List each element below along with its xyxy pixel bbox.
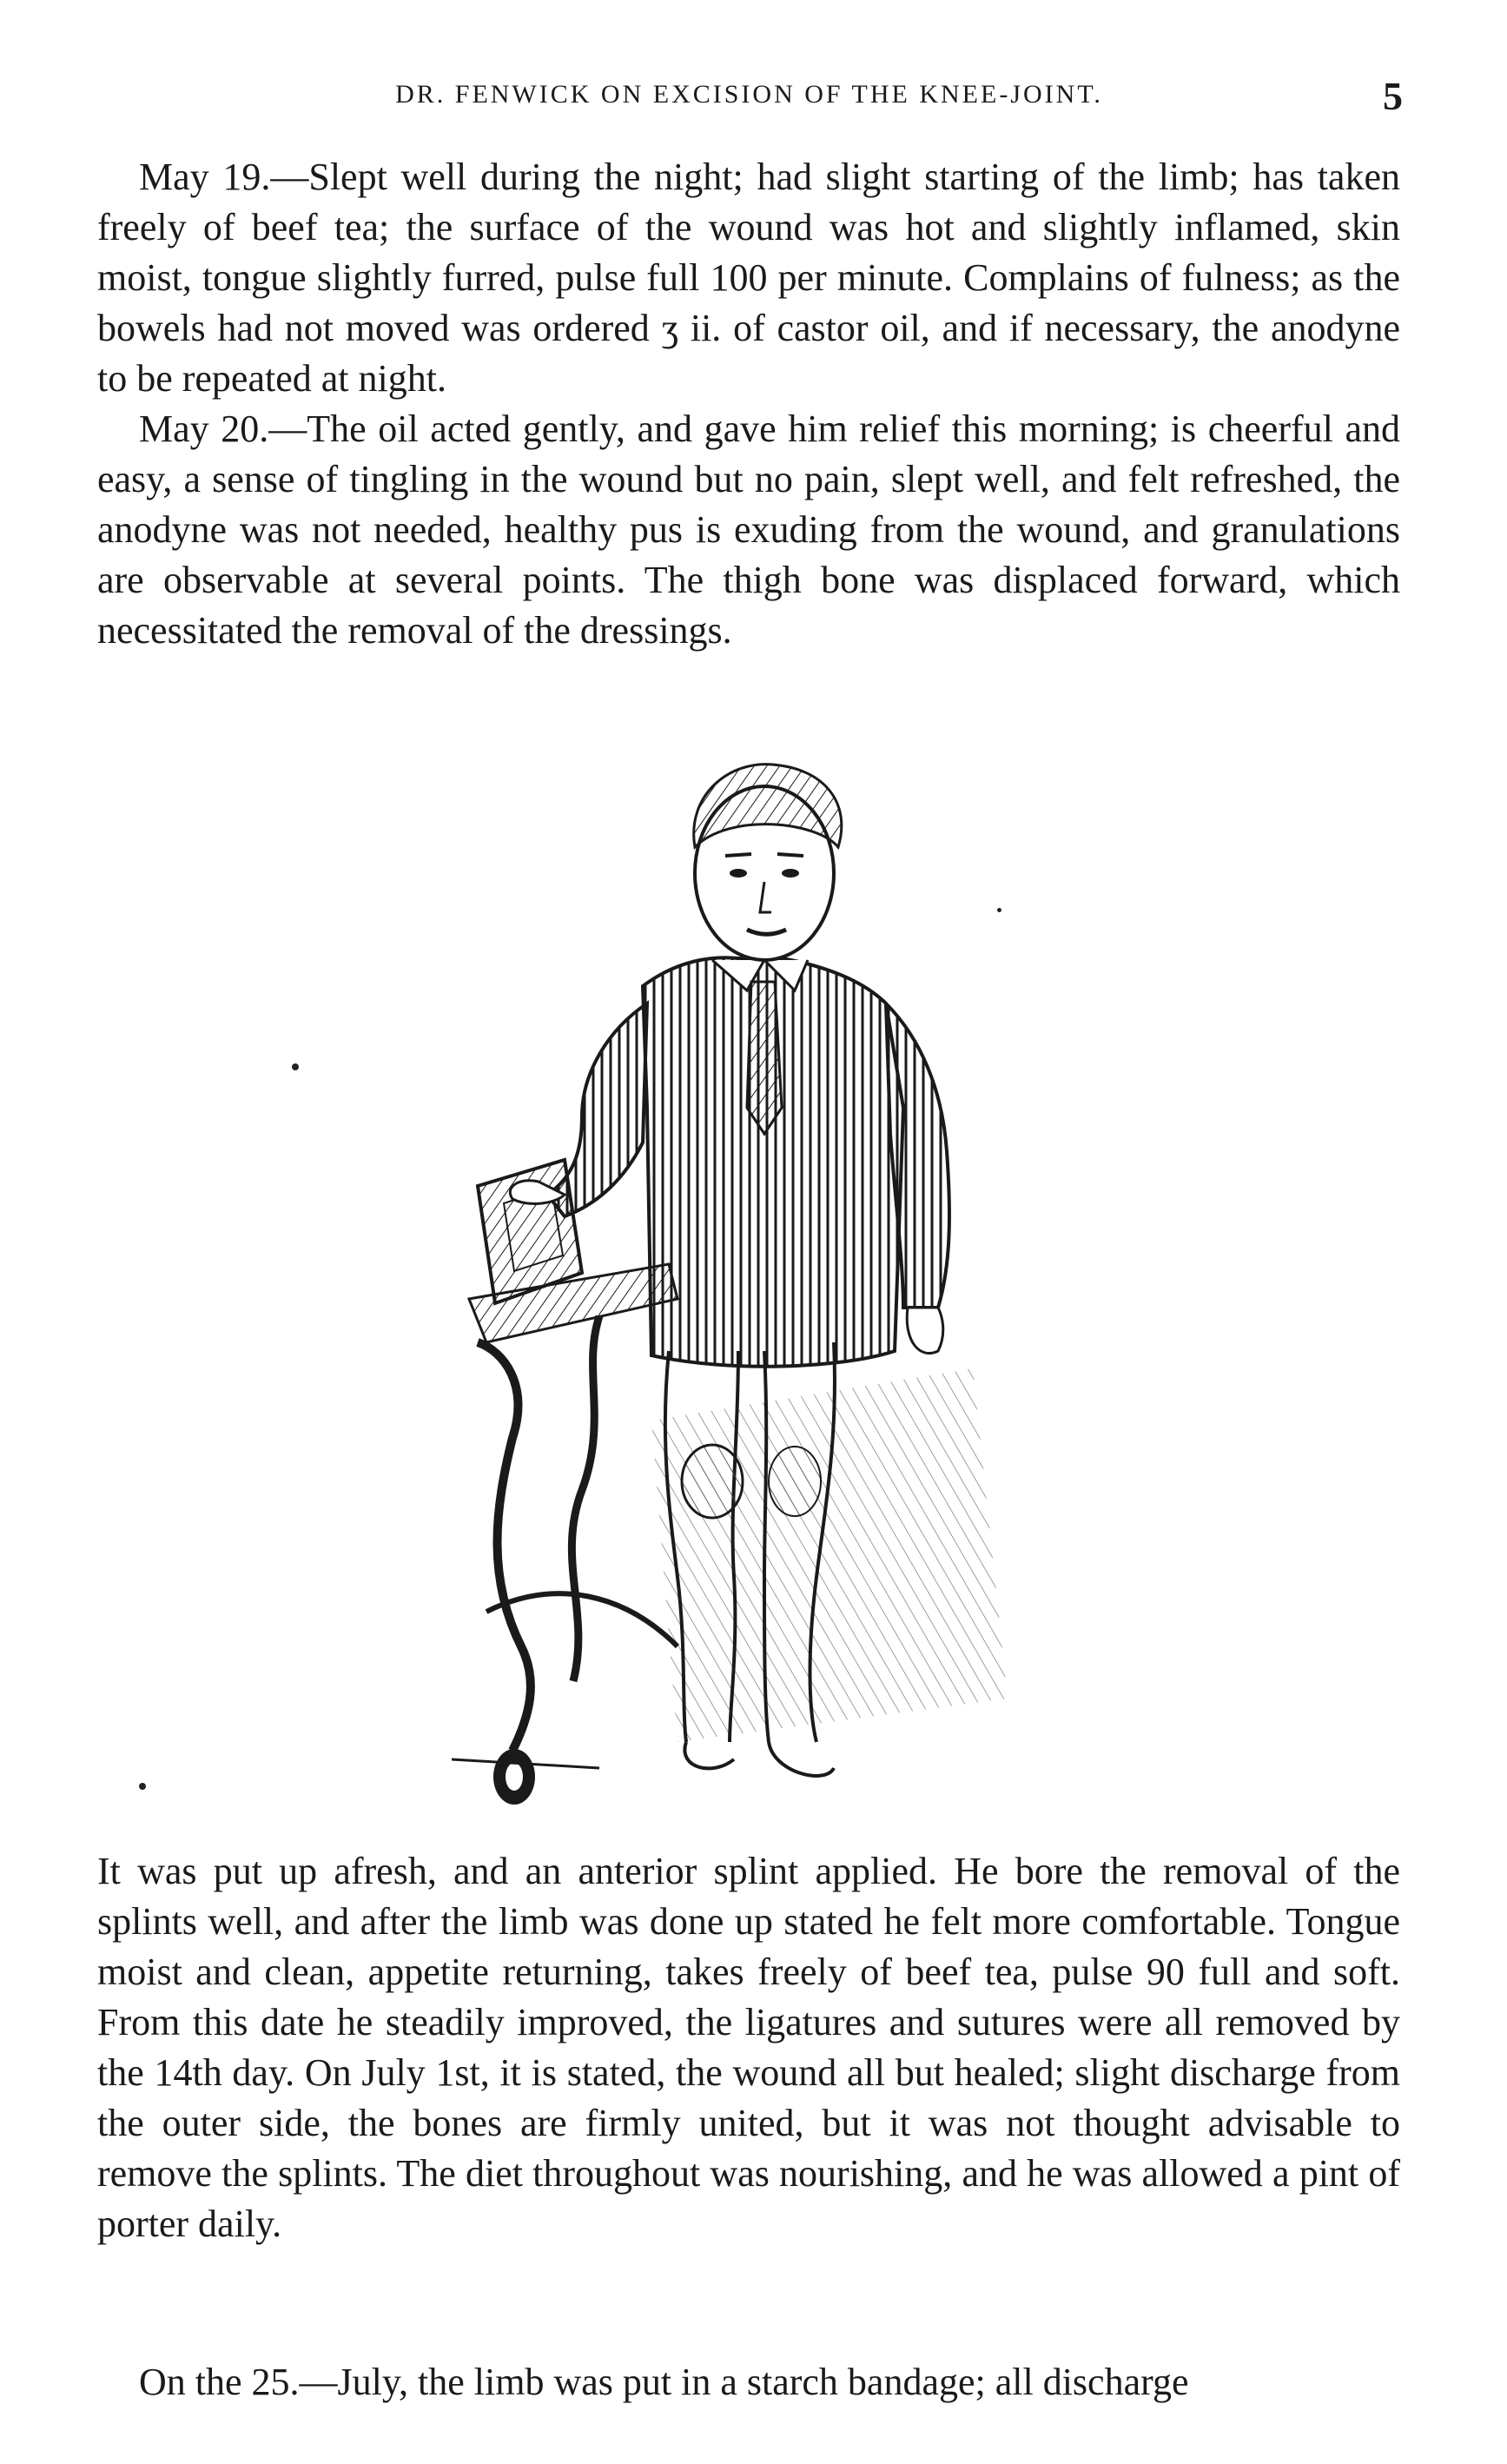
- ink-speck: [292, 1063, 299, 1070]
- paragraph-after-figure: It was put up afresh, and an anterior splint applied. He bore the removal of the splints well, and after the limb was done up stated he felt more comfortable. Tongue moist and clean, appetite returning, takes freely of beef tea, pulse 90 full and soft. From this date he steadily improved, the ligatures and sutures were all removed by the 14th day. On July 1st, it is stated, the wound all but healed; slight discharge from the outer side, the bones are firmly united, but it was not thought advisable to remove the splints. The diet throughout was nourishing, and he was allowed a pint of porter daily.: [97, 1850, 1400, 2245]
- ink-speck: [139, 1783, 146, 1790]
- right-hand: [907, 1308, 943, 1354]
- engraving-figure: [452, 743, 1077, 1812]
- running-head: [96, 73, 1403, 116]
- boy-head: [694, 765, 842, 960]
- ink-speck: [997, 908, 1001, 912]
- paragraph-may-19: May 19.—Slept well during the night; had slight starting of the limb; has taken freely of beef tea; the surface of the wound was hot and slightly inflamed, skin moist, tongue slightly furred, pulse full 100 per minute. Complains of fulness; as the bowels had not moved was ordered ʒ ii. of castor oil, and if necessary, the anodyne to be repeated at night.: [97, 156, 1400, 400]
- page-number: 5: [1383, 74, 1403, 118]
- running-title: DR. FENWICK ON EXCISION OF THE KNEE-JOINT.: [395, 80, 1103, 109]
- carved-table: [452, 1264, 677, 1805]
- text-block-after-figure: [97, 1846, 1400, 2249]
- paragraph-july-25: On the 25.—July, the limb was put in a starch bandage; all discharge: [139, 2361, 1189, 2403]
- text-block-last: [97, 2357, 1400, 2408]
- text-block-top: [97, 152, 1400, 656]
- paragraph-may-20: May 20.—The oil acted gently, and gave him relief this morning; is cheerful and easy, a sense of tingling in the wound but no pain, slept well, and felt refreshed, the anodyne was not needed, healthy pus is exuding from the wound, and granulations are observable at several points. The thigh bone was displaced forward, which necessitated the removal of the dressings.: [97, 407, 1400, 652]
- boy-engraving-illustration: [452, 743, 1077, 1812]
